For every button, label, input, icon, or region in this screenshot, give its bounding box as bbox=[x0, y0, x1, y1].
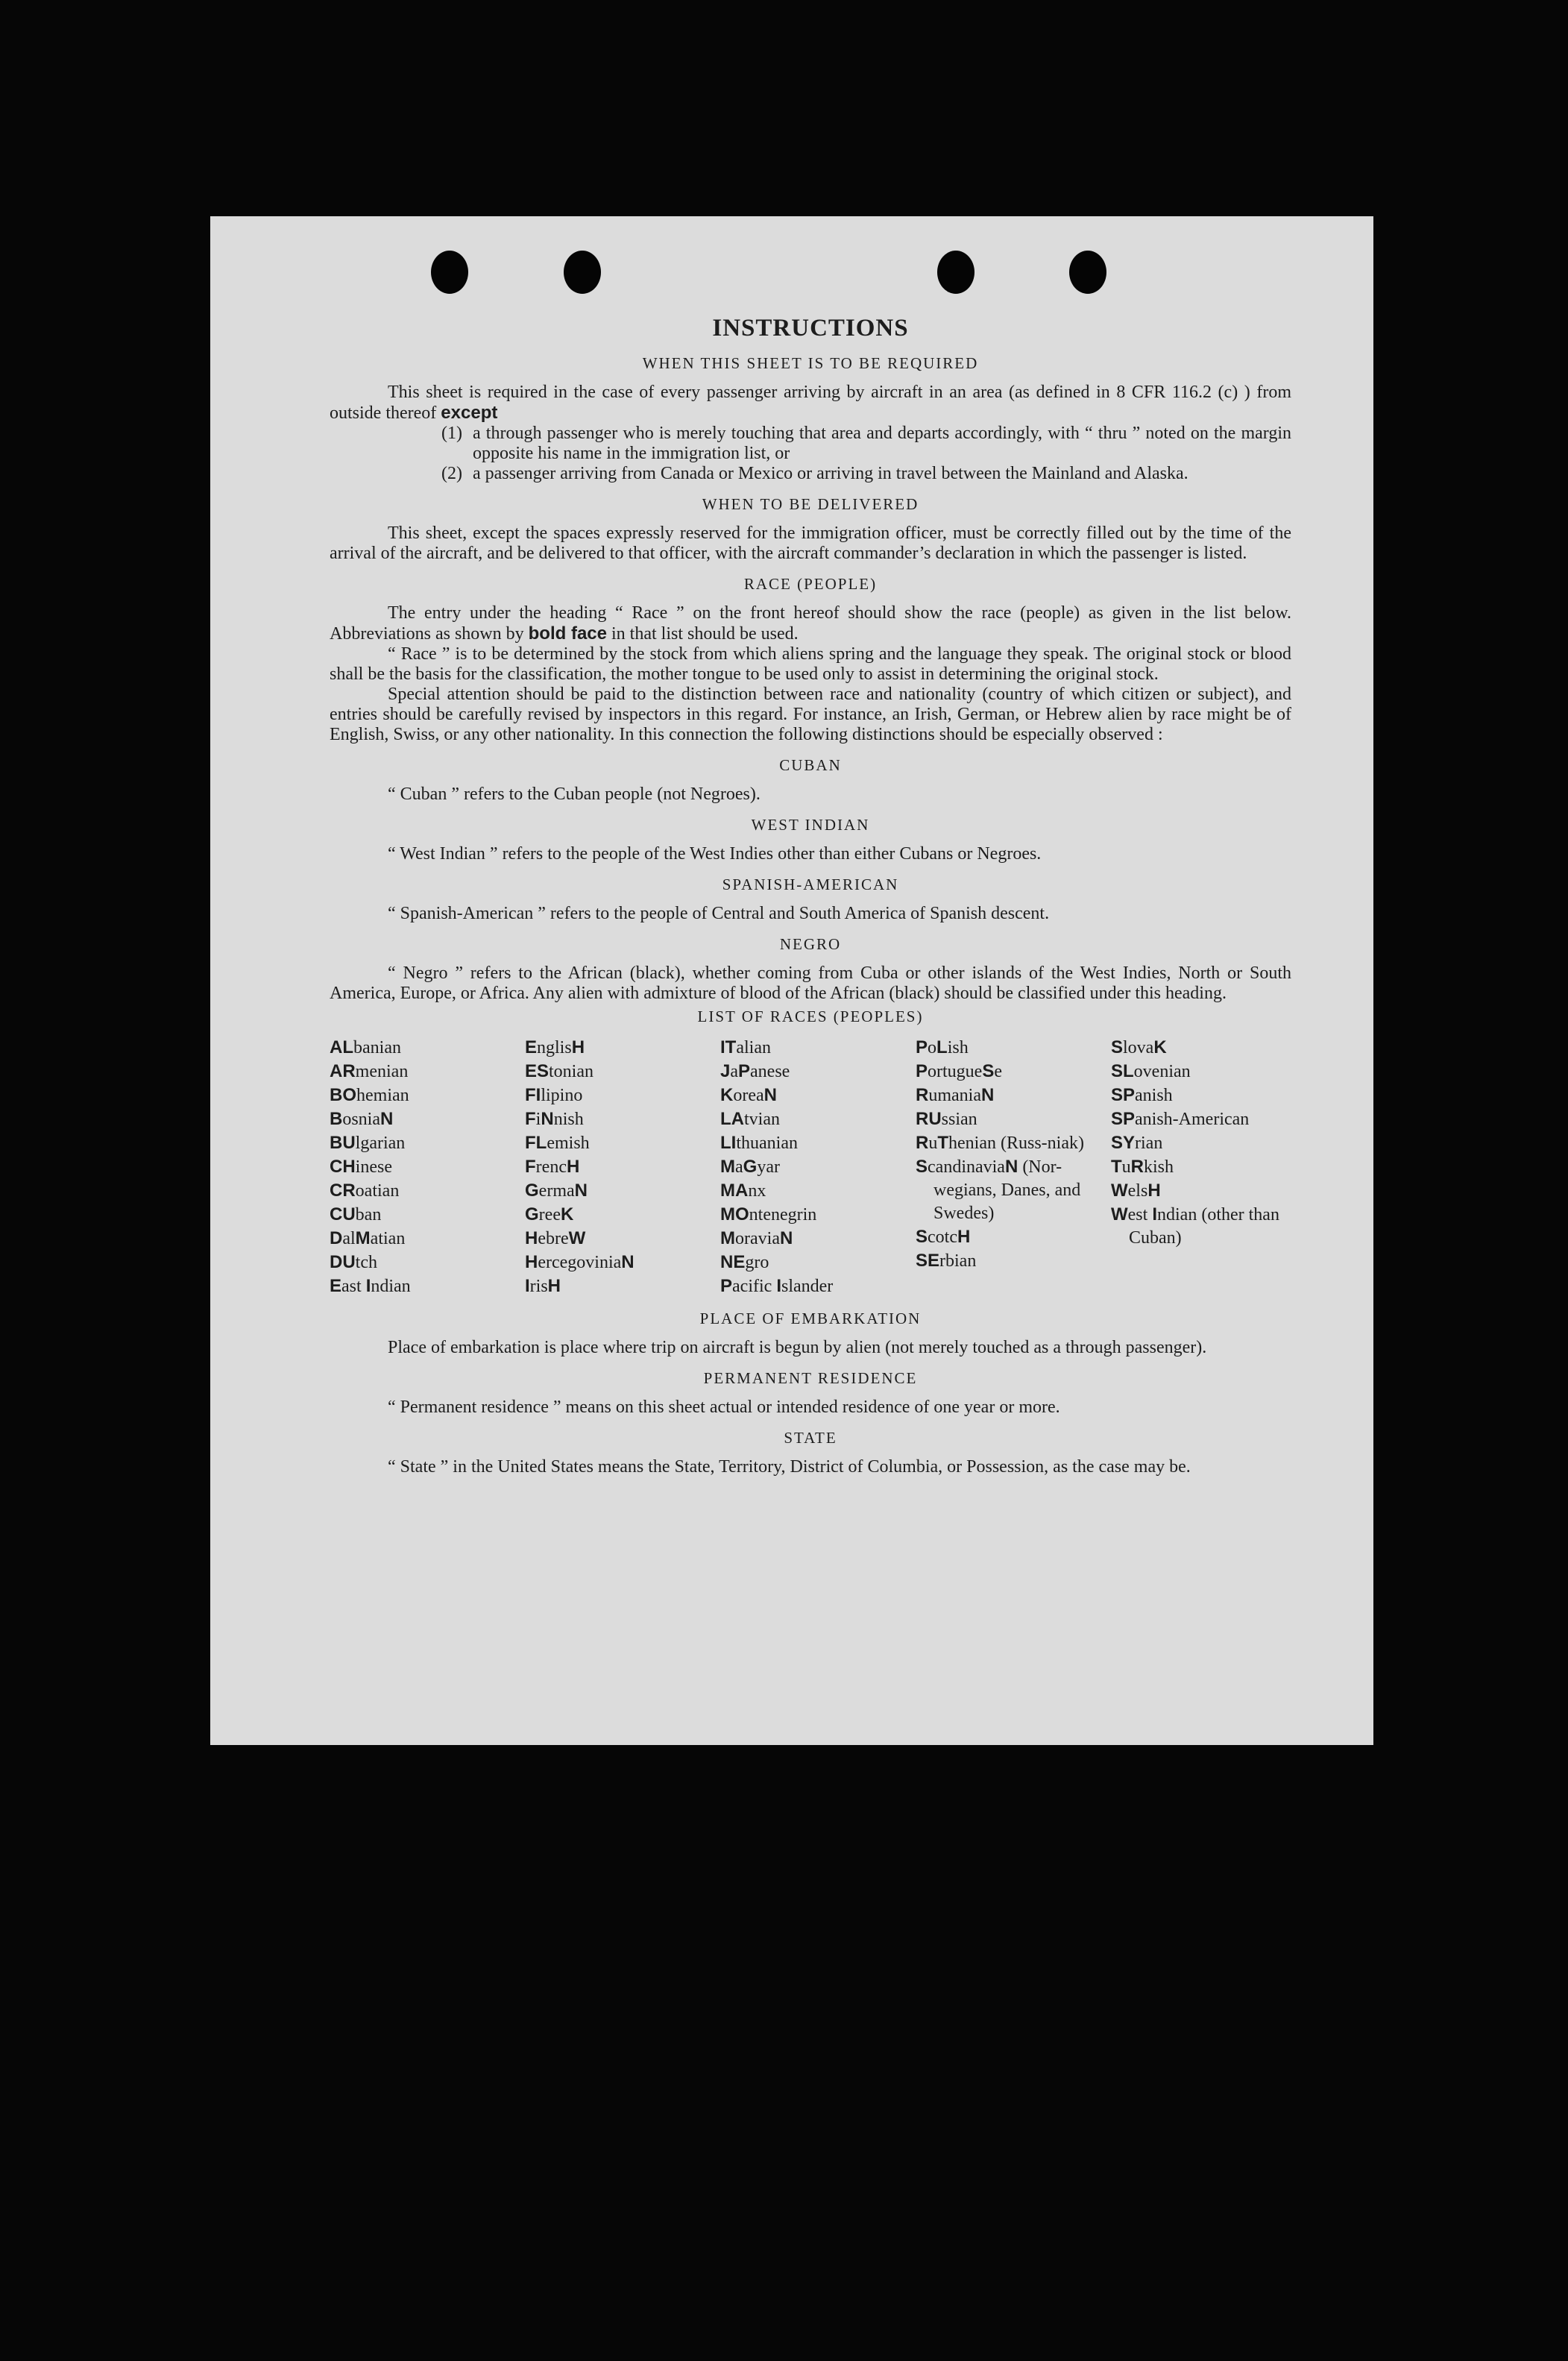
punch-hole bbox=[937, 251, 975, 294]
race-paragraph-3: Special attention should be paid to the distinction between race and nationality (country of which citizen or subject), and entries should be carefully revised by inspectors in this regard. For instance, an Irish, German, or Hebrew alien by race might be of English, Swiss, or any other nationality. In this connection the following distinctions should be especially observed : bbox=[330, 685, 1291, 744]
race-abbrev: S bbox=[982, 1061, 995, 1081]
race-abbrev: M bbox=[720, 1157, 735, 1177]
race-text: nx bbox=[748, 1181, 766, 1201]
race-abbrev: N bbox=[779, 1228, 793, 1248]
race-text: alian bbox=[736, 1038, 771, 1057]
race-abbrev: ES bbox=[525, 1061, 550, 1081]
race-abbrev: DU bbox=[330, 1252, 356, 1272]
race-abbrev: P bbox=[738, 1061, 751, 1081]
race-abbrev: R bbox=[1130, 1157, 1144, 1177]
race-text: acific bbox=[732, 1277, 777, 1296]
race-text: u bbox=[928, 1134, 938, 1153]
race-abbrev: I bbox=[365, 1276, 371, 1296]
race-abbrev: BU bbox=[330, 1133, 356, 1153]
race-abbrev: N bbox=[1004, 1157, 1018, 1177]
race-abbrev: I bbox=[525, 1276, 530, 1296]
race-abbrev: D bbox=[330, 1228, 343, 1248]
race-abbrev: G bbox=[525, 1180, 539, 1201]
race-abbrev: E bbox=[330, 1276, 342, 1296]
race-abbrev: AL bbox=[330, 1037, 353, 1057]
race-entry bbox=[916, 1036, 1096, 1060]
races-list bbox=[330, 1036, 1291, 1298]
race-abbrev: FI bbox=[525, 1085, 541, 1105]
race-abbrev: CR bbox=[330, 1180, 356, 1201]
race-text: banian bbox=[353, 1038, 401, 1057]
punch-hole bbox=[564, 251, 601, 294]
race-text: menian bbox=[355, 1062, 409, 1081]
permanent-residence-text: “ Permanent residence ” means on this sheet actual or intended residence of one year or more. bbox=[388, 1398, 1060, 1417]
heading-state: STATE bbox=[784, 1429, 837, 1447]
race-paragraph-1: The entry under the heading “ Race ” on the front hereof should show the race (people) as given in the list below. Abbreviations as shown by bold face in that list should be used. bbox=[330, 603, 1291, 644]
race-entry bbox=[525, 1203, 705, 1227]
race-entry bbox=[330, 1155, 510, 1179]
race-entry bbox=[1111, 1084, 1291, 1107]
race-text: ortugue bbox=[928, 1062, 983, 1081]
races-column bbox=[330, 1036, 510, 1298]
race-abbrev: K bbox=[1153, 1037, 1167, 1057]
race-text: tvian bbox=[744, 1110, 780, 1129]
race-abbrev: H bbox=[957, 1227, 971, 1247]
instructions-content bbox=[330, 313, 1291, 1477]
race-abbrev: P bbox=[916, 1037, 928, 1057]
race-text: anish bbox=[1135, 1086, 1173, 1105]
race-entry bbox=[720, 1036, 901, 1060]
race-abbrev: S bbox=[916, 1227, 928, 1247]
race-abbrev: IT bbox=[720, 1037, 737, 1057]
race-abbrev: CU bbox=[330, 1204, 356, 1224]
race-text: o bbox=[928, 1038, 937, 1057]
race-entry bbox=[330, 1131, 510, 1155]
race-text: ntenegrin bbox=[749, 1205, 817, 1224]
punch-hole bbox=[1069, 251, 1106, 294]
race-abbrev: W bbox=[1111, 1180, 1128, 1201]
race-text: ndian (other than Cuban) bbox=[1129, 1205, 1279, 1248]
race-text: ast bbox=[341, 1277, 366, 1296]
race-abbrev: H bbox=[525, 1228, 538, 1248]
race-abbrev: FL bbox=[525, 1133, 547, 1153]
races-column bbox=[525, 1036, 705, 1298]
race-text: cotc bbox=[928, 1227, 957, 1247]
race-entry bbox=[720, 1274, 901, 1298]
race-abbrev: N bbox=[763, 1085, 777, 1105]
race-text: erma bbox=[538, 1181, 575, 1201]
race-abbrev: T bbox=[1111, 1157, 1122, 1177]
race-entry bbox=[525, 1227, 705, 1251]
race-abbrev: LA bbox=[720, 1109, 744, 1129]
race-abbrev: E bbox=[525, 1037, 538, 1057]
race-entry bbox=[330, 1274, 510, 1298]
race-abbrev: NE bbox=[720, 1252, 746, 1272]
race-paragraph-2: “ Race ” is to be determined by the stock from which aliens spring and the language they speak. The original stock or blood shall be the basis for the classification, the mother tongue to be used only to assist in determining the original stock. bbox=[330, 644, 1291, 684]
race-entry bbox=[1111, 1060, 1291, 1084]
heading-list-of-races: LIST OF RACES (PEOPLES) bbox=[697, 1007, 924, 1025]
race-abbrev: SP bbox=[1111, 1085, 1136, 1105]
race-abbrev: LI bbox=[720, 1133, 737, 1153]
race-text: ovenian bbox=[1133, 1062, 1191, 1081]
race-entry bbox=[720, 1179, 901, 1203]
race-text: ris bbox=[529, 1277, 548, 1296]
race-abbrev: SE bbox=[916, 1251, 940, 1271]
race-abbrev: I bbox=[1152, 1204, 1157, 1224]
heading-negro: NEGRO bbox=[779, 935, 842, 953]
race-text: inese bbox=[355, 1157, 392, 1177]
race-text: osnia bbox=[342, 1110, 381, 1129]
race-text: emish bbox=[547, 1134, 590, 1153]
west-indian-text: “ West Indian ” refers to the people of the West Indies other than either Cubans or Negroes. bbox=[388, 844, 1042, 864]
race-text: oatian bbox=[355, 1181, 400, 1201]
heading-cuban: CUBAN bbox=[779, 756, 842, 774]
race-abbrev: I bbox=[776, 1276, 781, 1296]
race-text: oravia bbox=[735, 1229, 780, 1248]
heading-permanent-residence: PERMANENT RESIDENCE bbox=[703, 1369, 918, 1387]
race-abbrev: N bbox=[380, 1109, 394, 1129]
heading-spanish-american: SPANISH-AMERICAN bbox=[722, 875, 899, 893]
race-text: atian bbox=[370, 1229, 406, 1248]
race-entry bbox=[525, 1060, 705, 1084]
race-abbrev: B bbox=[330, 1109, 343, 1129]
race-entry bbox=[916, 1131, 1096, 1155]
when-delivered-text: This sheet, except the spaces expressly reserved for the immigration officer, must be correctly filled out by the time of the arrival of the aircraft, and be delivered to that officer, with the aircraft commander’s declaration in which the passenger is listed. bbox=[330, 524, 1291, 563]
race-abbrev: K bbox=[720, 1085, 734, 1105]
race-abbrev: SL bbox=[1111, 1061, 1134, 1081]
race-text: a bbox=[730, 1062, 739, 1081]
race-text: slander bbox=[781, 1277, 834, 1296]
race-entry bbox=[525, 1179, 705, 1203]
race-entry bbox=[1111, 1107, 1291, 1131]
race-entry bbox=[1111, 1036, 1291, 1060]
race-entry bbox=[916, 1060, 1096, 1084]
race-entry bbox=[330, 1227, 510, 1251]
race-text: anese bbox=[750, 1062, 790, 1081]
race-text: al bbox=[342, 1229, 356, 1248]
race-entry bbox=[720, 1155, 901, 1179]
race-text: a bbox=[735, 1157, 743, 1177]
list-item: (1) a through passenger who is merely touching that area and departs accordingly, with “ thru ” noted on the margin opposite his name in the immigration list, or bbox=[441, 424, 1291, 463]
race-entry bbox=[1111, 1203, 1291, 1250]
race-abbrev: W bbox=[568, 1228, 586, 1248]
race-abbrev: G bbox=[743, 1157, 758, 1177]
race-entry bbox=[525, 1107, 705, 1131]
race-entry bbox=[916, 1107, 1096, 1131]
heading-when-delivered: WHEN TO BE DELIVERED bbox=[702, 495, 919, 513]
race-text: henian (Russ-niak) bbox=[948, 1134, 1084, 1153]
race-entry bbox=[720, 1227, 901, 1251]
race-text: est bbox=[1127, 1205, 1153, 1224]
race-entry bbox=[720, 1107, 901, 1131]
races-column bbox=[720, 1036, 901, 1298]
race-abbrev: P bbox=[720, 1276, 733, 1296]
race-text: rian bbox=[1135, 1134, 1163, 1153]
race-text: (Nor-wegians, Danes, and Swedes) bbox=[933, 1157, 1081, 1223]
race-abbrev: S bbox=[1111, 1037, 1124, 1057]
race-abbrev: RU bbox=[916, 1109, 942, 1129]
race-text: nish bbox=[553, 1110, 584, 1129]
race-text: renc bbox=[535, 1157, 567, 1177]
race-entry bbox=[330, 1203, 510, 1227]
race-entry bbox=[720, 1060, 901, 1084]
race-entry bbox=[525, 1274, 705, 1298]
punch-hole bbox=[431, 251, 468, 294]
heading-race: RACE (PEOPLE) bbox=[743, 575, 878, 593]
races-column bbox=[1111, 1036, 1291, 1298]
race-entry bbox=[916, 1225, 1096, 1249]
race-entry bbox=[1111, 1179, 1291, 1203]
race-text: lgarian bbox=[355, 1134, 406, 1153]
race-abbrev: J bbox=[720, 1061, 731, 1081]
race-text: candinavia bbox=[928, 1157, 1005, 1177]
race-entry bbox=[1111, 1131, 1291, 1155]
race-text: tonian bbox=[549, 1062, 594, 1081]
race-text: ebre bbox=[538, 1229, 569, 1248]
race-abbrev: H bbox=[547, 1276, 561, 1296]
race-entry bbox=[330, 1036, 510, 1060]
race-entry bbox=[720, 1084, 901, 1107]
race-abbrev: CH bbox=[330, 1157, 356, 1177]
race-abbrev: MA bbox=[720, 1180, 749, 1201]
race-abbrev: H bbox=[1147, 1180, 1161, 1201]
negro-text: “ Negro ” refers to the African (black), whether coming from Cuba or other islands of the West Indies, North or South America, Europe, or Africa. Any alien with admixture of blood of the African (black) should be classified under this heading. bbox=[330, 963, 1291, 1003]
race-text: anish-American bbox=[1135, 1110, 1250, 1129]
race-entry bbox=[525, 1155, 705, 1179]
race-text: kish bbox=[1144, 1157, 1174, 1177]
spanish-american-text: “ Spanish-American ” refers to the people of Central and South America of Spanish descent. bbox=[388, 904, 1050, 923]
page-title: INSTRUCTIONS bbox=[712, 315, 909, 342]
when-required-intro: This sheet is required in the case of every passenger arriving by aircraft in an area (as defined in 8 CFR 116.2 (c) ) from outside thereof except bbox=[330, 383, 1291, 423]
race-abbrev: H bbox=[566, 1157, 580, 1177]
race-text: yar bbox=[757, 1157, 780, 1177]
cuban-text: “ Cuban ” refers to the Cuban people (not Negroes). bbox=[388, 785, 761, 804]
race-abbrev: W bbox=[1111, 1204, 1128, 1224]
list-item: (2) a passenger arriving from Canada or Mexico or arriving in travel between the Mainland and Alaska. bbox=[441, 464, 1188, 483]
race-text: ndian bbox=[371, 1277, 411, 1296]
race-entry bbox=[525, 1036, 705, 1060]
heading-when-required: WHEN THIS SHEET IS TO BE REQUIRED bbox=[642, 354, 979, 372]
race-abbrev: AR bbox=[330, 1061, 356, 1081]
race-entry bbox=[720, 1203, 901, 1227]
race-abbrev: N bbox=[574, 1180, 588, 1201]
race-text: tch bbox=[355, 1253, 377, 1272]
race-abbrev: R bbox=[916, 1085, 929, 1105]
race-abbrev: G bbox=[525, 1204, 539, 1224]
race-text: i bbox=[535, 1110, 541, 1129]
race-abbrev: N bbox=[541, 1109, 554, 1129]
race-abbrev: MO bbox=[720, 1204, 749, 1224]
race-abbrev: BO bbox=[330, 1085, 356, 1105]
race-text: ree bbox=[538, 1205, 561, 1224]
race-abbrev: M bbox=[720, 1228, 735, 1248]
race-entry bbox=[525, 1084, 705, 1107]
race-text: nglis bbox=[537, 1038, 572, 1057]
race-text: ban bbox=[355, 1205, 382, 1224]
race-abbrev: P bbox=[916, 1061, 928, 1081]
race-abbrev: F bbox=[525, 1157, 536, 1177]
race-abbrev: F bbox=[525, 1109, 536, 1129]
race-abbrev: N bbox=[980, 1085, 995, 1105]
race-text: umania bbox=[928, 1086, 981, 1105]
race-text: orea bbox=[733, 1086, 764, 1105]
race-entry bbox=[916, 1155, 1096, 1225]
place-of-embarkation-text: Place of embarkation is place where trip on aircraft is begun by alien (not merely touched as a through passenger). bbox=[388, 1338, 1207, 1357]
race-entry bbox=[720, 1251, 901, 1274]
race-entry bbox=[330, 1179, 510, 1203]
race-entry bbox=[330, 1251, 510, 1274]
race-entry bbox=[916, 1249, 1096, 1273]
race-abbrev: T bbox=[937, 1133, 949, 1153]
race-text: rbian bbox=[939, 1251, 977, 1271]
race-text: gro bbox=[745, 1253, 769, 1272]
race-entry bbox=[525, 1131, 705, 1155]
race-text: ssian bbox=[941, 1110, 977, 1129]
race-entry bbox=[330, 1060, 510, 1084]
state-text: “ State ” in the United States means the State, Territory, District of Columbia, or Possession, as the case may be. bbox=[388, 1457, 1191, 1477]
race-text: thuanian bbox=[736, 1134, 798, 1153]
race-abbrev: M bbox=[355, 1228, 371, 1248]
document-sheet bbox=[210, 216, 1373, 1745]
race-entry bbox=[720, 1131, 901, 1155]
race-text: ercegovinia bbox=[538, 1253, 622, 1272]
race-abbrev: K bbox=[560, 1204, 574, 1224]
race-abbrev: N bbox=[621, 1252, 635, 1272]
race-entry bbox=[916, 1084, 1096, 1107]
race-abbrev: SY bbox=[1111, 1133, 1136, 1153]
race-text: u bbox=[1121, 1157, 1131, 1177]
heading-west-indian: WEST INDIAN bbox=[751, 816, 870, 834]
race-abbrev: L bbox=[936, 1037, 948, 1057]
race-abbrev: SP bbox=[1111, 1109, 1136, 1129]
race-abbrev: R bbox=[916, 1133, 929, 1153]
heading-place-of-embarkation: PLACE OF EMBARKATION bbox=[699, 1310, 922, 1327]
race-abbrev: S bbox=[916, 1157, 928, 1177]
races-column bbox=[916, 1036, 1096, 1298]
race-entry bbox=[525, 1251, 705, 1274]
race-text: els bbox=[1127, 1181, 1148, 1201]
race-entry bbox=[330, 1084, 510, 1107]
race-text: lipino bbox=[541, 1086, 583, 1105]
race-text: e bbox=[994, 1062, 1002, 1081]
race-text: lova bbox=[1123, 1038, 1154, 1057]
race-text: ish bbox=[947, 1038, 969, 1057]
race-entry bbox=[1111, 1155, 1291, 1179]
race-abbrev: H bbox=[571, 1037, 585, 1057]
race-abbrev: H bbox=[525, 1252, 538, 1272]
race-text: hemian bbox=[356, 1086, 409, 1105]
race-entry bbox=[330, 1107, 510, 1131]
